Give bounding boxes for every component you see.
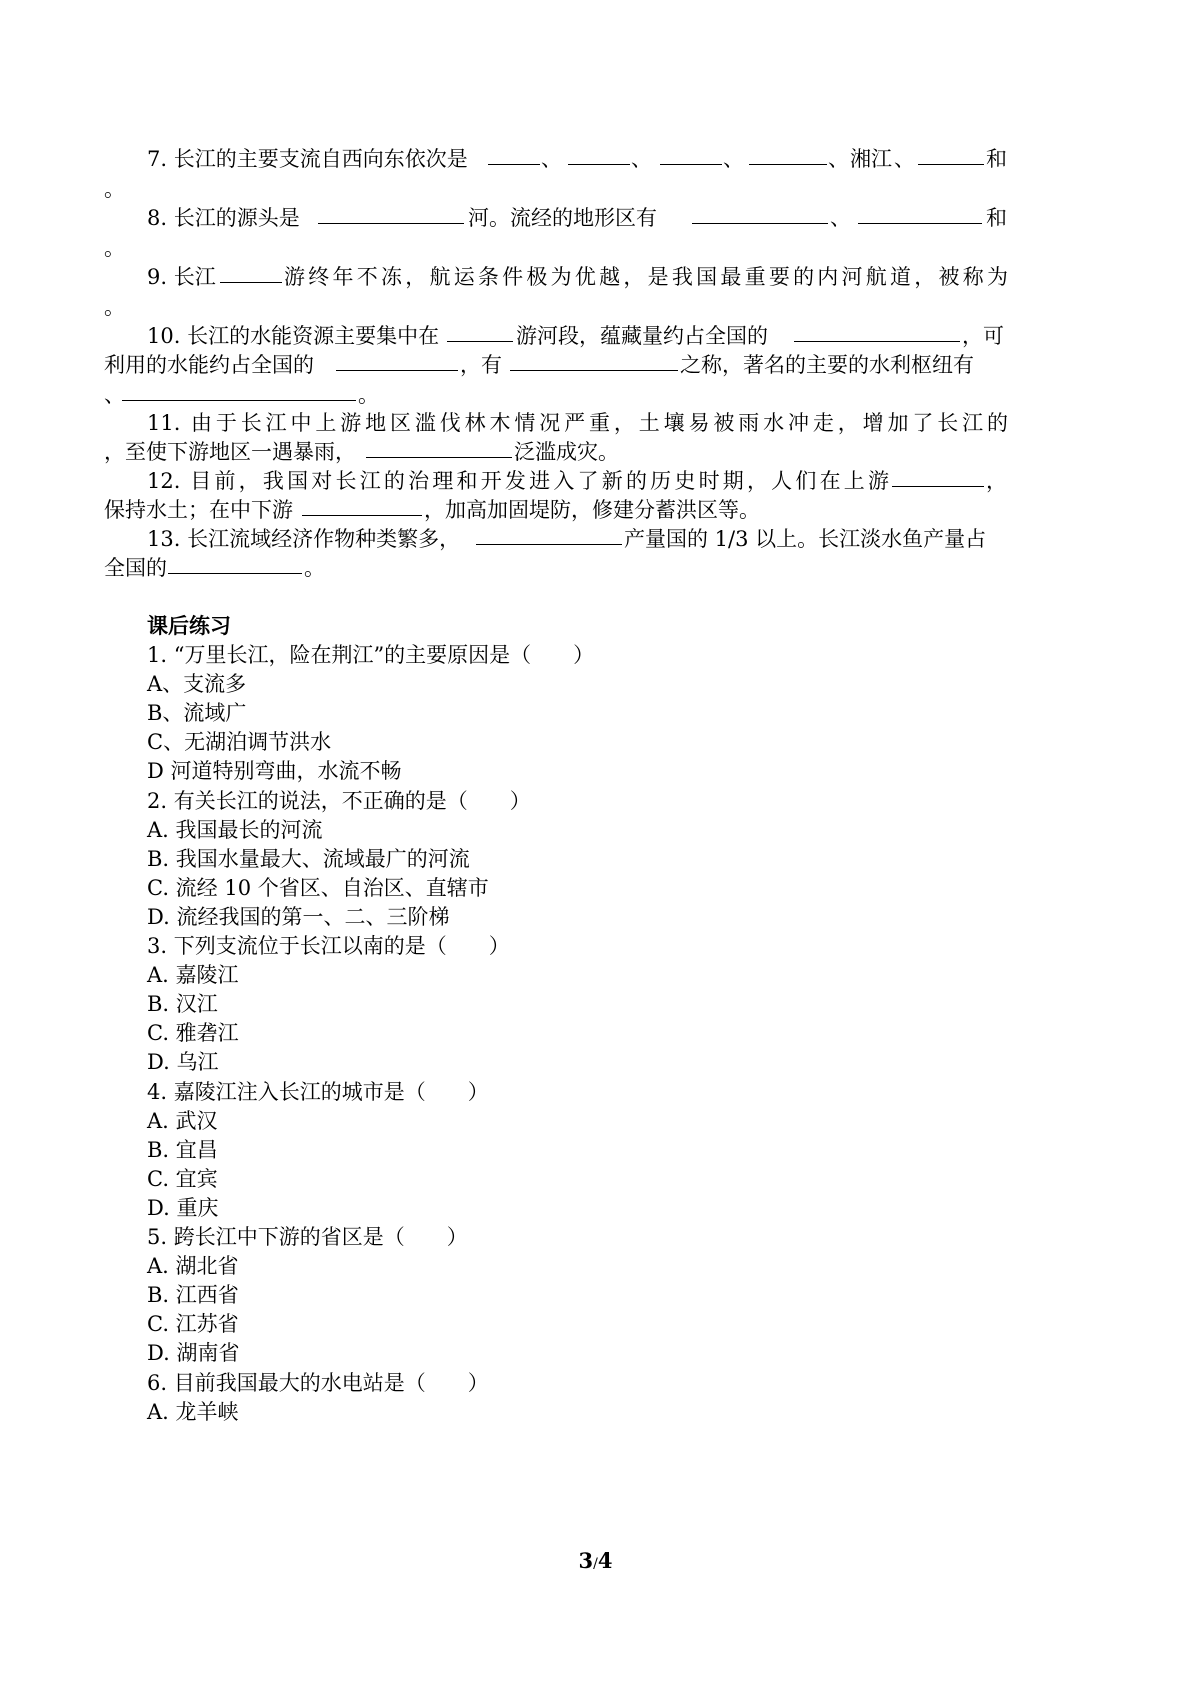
question-8 [0, 203, 1191, 233]
q9-end: 。 [104, 295, 125, 319]
blank[interactable] [447, 321, 513, 342]
answer-option[interactable] [0, 902, 1191, 932]
answer-option[interactable] [0, 1135, 1191, 1165]
q7-sep: 、 [723, 147, 744, 171]
q8-sep: 、 [830, 206, 851, 230]
q7-end-line [0, 174, 1191, 204]
answer-option-text: A. 湖北省 [147, 1254, 239, 1279]
blank[interactable] [660, 144, 722, 165]
answer-option[interactable] [0, 727, 1191, 757]
answer-option-text: D. 湖南省 [147, 1341, 240, 1366]
q7-sep: 、 [631, 147, 652, 171]
q11-text3: 泛滥成灾。 [514, 440, 619, 464]
q8-end-line [0, 233, 1191, 263]
q8-he: 和 [986, 206, 1007, 230]
question-stem [0, 786, 1191, 816]
answer-option-text: B、流域广 [147, 701, 247, 726]
blank[interactable] [168, 553, 302, 574]
blank[interactable] [122, 380, 356, 401]
question-stem-text: 3. 下列支流位于长江以南的是（ ） [147, 934, 510, 958]
q12-text: 12. 目前，我国对长江的治理和开发进入了新的历史时期，人们在上游 [147, 469, 889, 493]
question-stem [0, 1368, 1191, 1398]
q7-text: 7. 长江的主要支流自西向东依次是 [147, 147, 468, 171]
question-10-line3 [0, 380, 1191, 410]
section-title: 课后练习 [147, 613, 231, 638]
blank[interactable] [336, 350, 458, 371]
answer-option[interactable] [0, 960, 1191, 990]
blank[interactable] [476, 524, 622, 545]
q7-he: 和 [986, 147, 1007, 171]
answer-option[interactable] [0, 1309, 1191, 1339]
q12-comma: ， [986, 469, 1007, 493]
answer-option-text: C、无湖泊调节洪水 [147, 730, 332, 755]
blank[interactable] [488, 144, 540, 165]
blank[interactable] [794, 321, 960, 342]
q7-end: 。 [104, 177, 125, 201]
page-total: 4 [597, 1548, 613, 1573]
answer-option-text: B. 我国水量最大、流域最广的河流 [147, 846, 470, 871]
q10-text2: 游河段，蕴藏量约占全国的 [516, 324, 768, 348]
q13-text3: 全国的 [104, 556, 167, 580]
blank[interactable] [918, 144, 984, 165]
q13-text2: 产量国的 1/3 以上。长江淡水鱼产量占 [624, 527, 987, 551]
answer-option-text: A、支流多 [147, 672, 247, 697]
q10-text5: ，有 [460, 353, 502, 377]
answer-option[interactable] [0, 1018, 1191, 1048]
answer-option[interactable] [0, 1338, 1191, 1368]
q8-end: 。 [104, 236, 125, 260]
question-11-line2 [0, 437, 1191, 467]
blank[interactable] [220, 262, 282, 283]
section-title-row [0, 611, 1191, 641]
answer-option-text: A. 我国最长的河流 [147, 817, 323, 842]
question-13 [0, 524, 1191, 554]
answer-option-text: C. 宜宾 [147, 1166, 218, 1191]
answer-option-text: A. 武汉 [147, 1108, 218, 1133]
q10-text6: 之称，著名的主要的水利枢纽有 [680, 353, 974, 377]
page-slash: / [593, 1556, 598, 1572]
question-12-line2 [0, 495, 1191, 525]
blank[interactable] [366, 437, 512, 458]
answer-option[interactable] [0, 989, 1191, 1019]
q12-text2: 保持水土；在中下游 [104, 498, 293, 522]
blank[interactable] [318, 203, 464, 224]
question-stem-text: 4. 嘉陵江注入长江的城市是（ ） [147, 1079, 489, 1104]
answer-option[interactable] [0, 815, 1191, 845]
answer-option-text: A. 龙羊峡 [147, 1399, 239, 1424]
answer-option[interactable] [0, 698, 1191, 728]
answer-option[interactable] [0, 1047, 1191, 1077]
question-9 [0, 262, 1191, 292]
question-7 [0, 144, 1191, 174]
answer-option[interactable] [0, 1164, 1191, 1194]
answer-option[interactable] [0, 1397, 1191, 1427]
q7-xiangjiang: 湘江 [850, 147, 892, 171]
answer-option-text: B. 宜昌 [147, 1137, 218, 1162]
answer-option[interactable] [0, 1106, 1191, 1136]
question-stem [0, 640, 1191, 670]
answer-option[interactable] [0, 844, 1191, 874]
q10-sep: 、 [104, 383, 125, 407]
question-stem [0, 1222, 1191, 1252]
q13-text: 13. 长江流域经济作物种类繁多， [147, 527, 461, 551]
question-10 [0, 321, 1191, 351]
answer-option-text: C. 流经 10 个省区、自治区、直辖市 [147, 875, 489, 900]
blank[interactable] [302, 495, 422, 516]
q10-end: 。 [358, 383, 379, 407]
answer-option-text: D. 重庆 [147, 1195, 219, 1220]
answer-option-text: D. 乌江 [147, 1050, 219, 1075]
answer-option-text: B. 江西省 [147, 1283, 239, 1308]
q8-text2: 河。流经的地形区有 [468, 206, 657, 230]
q7-sep: 、 [894, 147, 915, 171]
q13-end: 。 [304, 556, 325, 580]
question-stem-text: 6. 目前我国最大的水电站是（ ） [147, 1370, 489, 1395]
page-footer [0, 1546, 1191, 1579]
blank[interactable] [749, 144, 827, 165]
question-13-line2 [0, 553, 1191, 583]
q10-text: 10. 长江的水能资源主要集中在 [147, 324, 440, 348]
q10-text3: ，可 [962, 324, 1004, 348]
q9-end-line [0, 292, 1191, 322]
q8-text: 8. 长江的源头是 [147, 206, 300, 230]
blank[interactable] [568, 144, 630, 165]
blank[interactable] [692, 203, 828, 224]
blank[interactable] [892, 466, 984, 487]
answer-option[interactable] [0, 1193, 1191, 1223]
question-stem-text: 2. 有关长江的说法，不正确的是（ ） [147, 788, 531, 813]
question-11 [0, 408, 1191, 438]
page-number: 3 [578, 1548, 594, 1573]
answer-option-text: C. 江苏省 [147, 1312, 239, 1337]
answer-option-text: D. 流经我国的第一、二、三阶梯 [147, 904, 450, 929]
q12-text3: ，加高加固堤防，修建分蓄洪区等。 [424, 498, 760, 522]
question-stem [0, 1077, 1191, 1107]
answer-option[interactable] [0, 669, 1191, 699]
q11-text: 11. 由于长江中上游地区滥伐林木情况严重，土壤易被雨水冲走，增加了长江的 [147, 411, 1008, 435]
q9-text: 9. 长江 [147, 265, 216, 289]
answer-option-text: A. 嘉陵江 [147, 963, 239, 988]
question-stem [0, 931, 1191, 961]
answer-option-text: D 河道特别弯曲，水流不畅 [147, 759, 402, 784]
q11-text2: ，至使下游地区一遇暴雨， [104, 440, 356, 464]
answer-option[interactable] [0, 1251, 1191, 1281]
question-stem-text: 1. “万里长江，险在荆江”的主要原因是（ ） [147, 643, 595, 667]
answer-option[interactable] [0, 1280, 1191, 1310]
question-10-line2 [0, 350, 1191, 380]
blank[interactable] [510, 350, 678, 371]
q9-text2: 游终年不冻，航运条件极为优越，是我国最重要的内河航道，被称为 [284, 265, 1008, 289]
answer-option-text: C. 雅砻江 [147, 1021, 239, 1046]
blank[interactable] [858, 203, 982, 224]
q7-sep: 、 [541, 147, 562, 171]
q7-sep: 、 [828, 147, 849, 171]
question-stem-text: 5. 跨长江中下游的省区是（ ） [147, 1225, 468, 1249]
question-12 [0, 466, 1191, 496]
answer-option[interactable] [0, 756, 1191, 786]
answer-option[interactable] [0, 873, 1191, 903]
answer-option-text: B. 汉江 [147, 992, 218, 1017]
q10-text4: 利用的水能约占全国的 [104, 353, 314, 377]
